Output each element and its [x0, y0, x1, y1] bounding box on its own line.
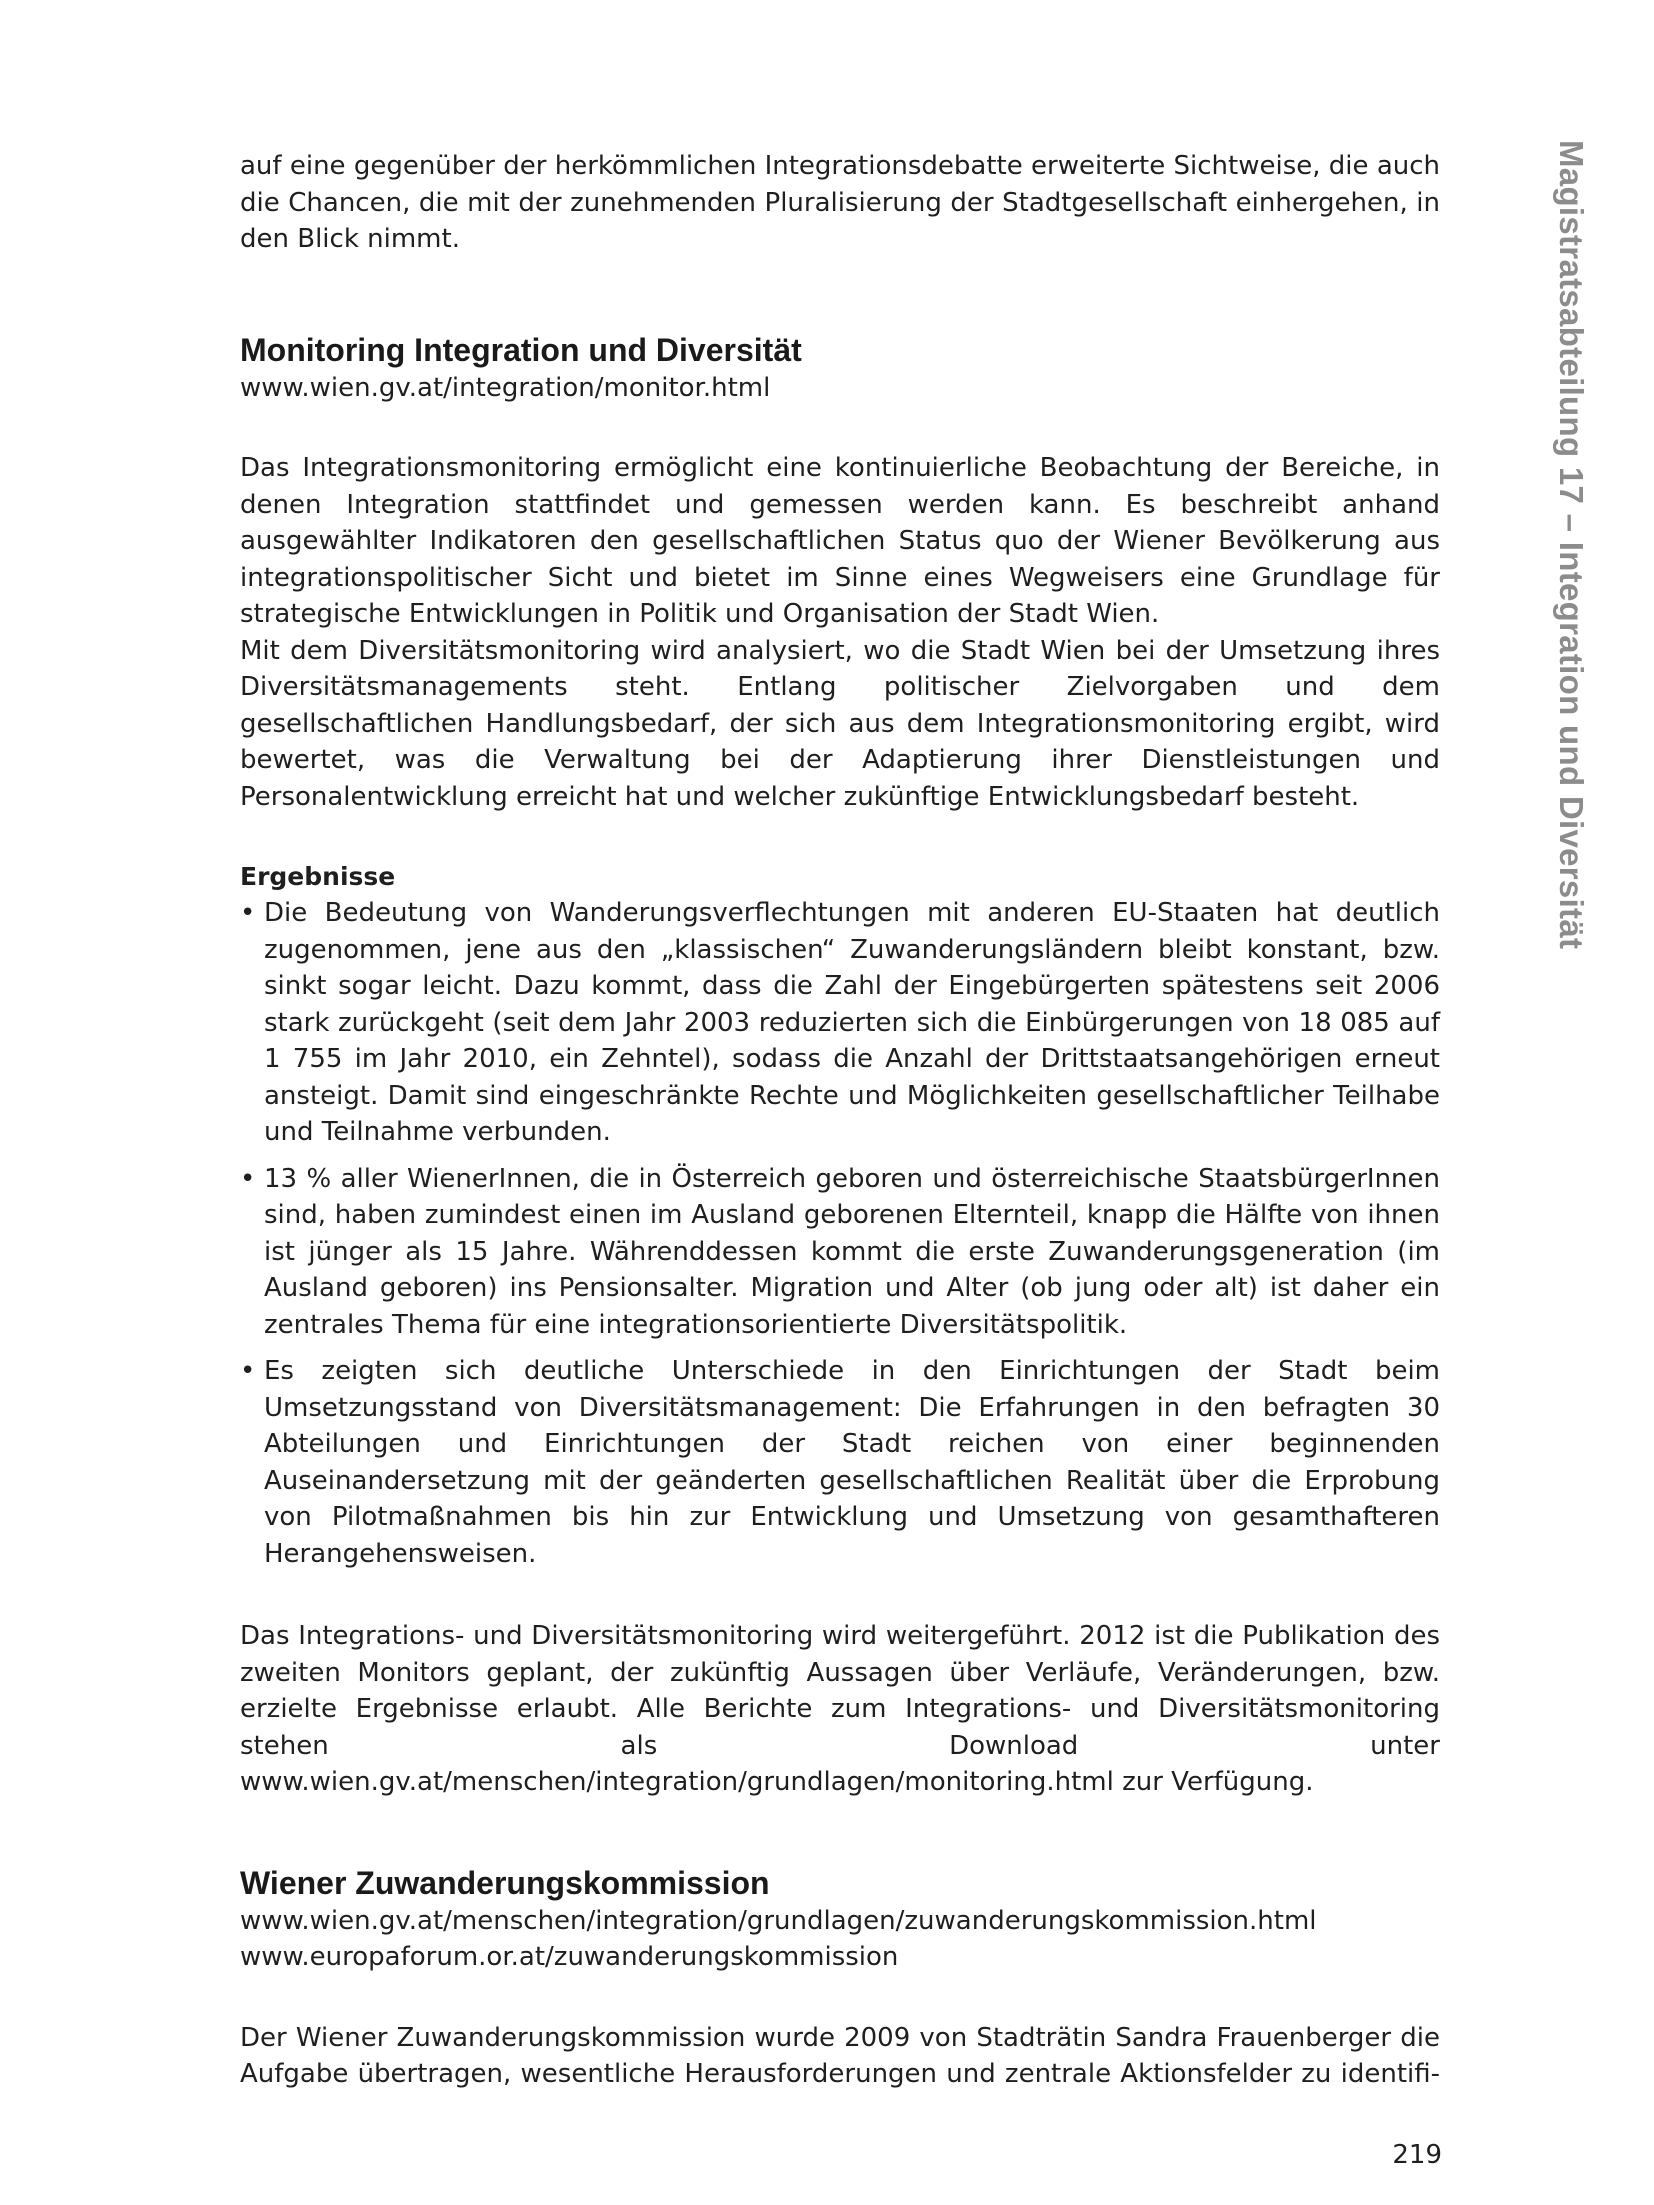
results-list: [240, 895, 1440, 1572]
list-item: [240, 1353, 1440, 1572]
results-heading: Ergebnisse: [240, 862, 396, 891]
intro-paragraph: [240, 148, 1440, 258]
monitoring-url[interactable]: www.wien.gv.at/integration/monitor.html: [240, 372, 771, 403]
list-item: [240, 1161, 1440, 1344]
section-title-commission: Wiener Zuwanderungskommission: [240, 1864, 770, 1901]
commission-paragraph: [240, 2020, 1440, 2093]
intro-line: den Blick nimmt.: [240, 224, 460, 254]
page-content: [240, 148, 1440, 2093]
monitoring-paragraph-2: Mit dem Diversitätsmonitoring wird analysiert, wo die Stadt Wien bei der Umsetzung ihres Diversitätsmanagements steht. Entlang politischer Zielvorgaben und dem gesellschaftlichen Handlungsbedarf, der sich aus dem Integrationsmonitoring ergibt, wird bewertet, was die Verwaltung bei der Adaptierung ihrer Dienstleistungen und Personalentwicklung erreicht hat und welcher zukünftige Entwicklungsbedarf besteht.: [240, 635, 1440, 812]
intro-line: auf eine gegenüber der herkömmlichen Integrationsdebatte erweiterte Sichtweise, die auch: [240, 151, 1440, 181]
monitoring-closing-paragraph: Das Integrations- und Diversitätsmonitoring wird weitergeführt. 2012 ist die Publikation des zweiten Monitors geplant, der zukünftig Aussagen über Verläufe, Veränderungen, bzw. erzielte Ergebnisse erlaubt. Alle Berichte zum Integrations- und Diversitätsmonitoring stehen als Download unter www.wien.gv.at/menschen/integration/grundlagen/monitoring.html zur Verfügung.: [240, 1621, 1440, 1797]
page-number: 219: [1392, 2140, 1442, 2170]
list-item: [240, 895, 1440, 1151]
result-text: • 13 % aller WienerInnen, die in Österreich geboren und österreichische StaatsbürgerInnen sind, haben zumindest einen im Ausland geborenen Elternteil, knapp die Hälfte von ihnen ist jünger als 15 Jahre. Währenddessen kommt die erste Zuwanderungsgeneration (im Ausland geboren) ins Pensionsalter. Migration und Alter (ob jung oder alt) ist daher ein zentrales Thema für eine integrationsorientierte Diversitätspolitik.: [264, 1163, 1440, 1340]
intro-line: die Chancen, die mit der zunehmenden Pluralisierung der Stadtgesellschaft einhergehen, in: [240, 187, 1440, 218]
result-text: • Die Bedeutung von Wanderungsverflechtungen mit anderen EU-Staaten hat deutlich zugenommen, jene aus den „klassischen“ Zuwanderungsländern bleibt konstant, bzw. sinkt sogar leicht. Dazu kommt, dass die Zahl der Eingebürgerten spätestens seit 2006 stark zurückgeht (seit dem Jahr 2003 reduzierten sich die Einbürgerungen von 18 085 auf 1 755 im Jahr 2010, ein Zehntel), sodass die Anzahl der Drittstaatsangehörigen erneut ansteigt. Damit sind eingeschränkte Rechte und Möglichkeiten gesellschaftlicher Teilhabe und Teilnahme verbunden.: [264, 898, 1440, 1147]
commission-url-europaforum[interactable]: www.europaforum.or.at/zuwanderungskommission: [240, 1942, 899, 1972]
result-text: • Es zeigten sich deutliche Unterschiede in den Einrichtungen der Stadt beim Umsetzungsstand von Diversitätsmanagement: Die Erfahrungen in den befragten 30 Abteilungen und Einrichtungen der Stadt reichen von einer beginnenden Auseinandersetzung mit der geänderten gesellschaftlichen Realität über die Erprobung von Pilotmaßnahmen bis hin zur Entwicklung und Umsetzung von gesamthafteren Herangehensweisen.: [264, 1356, 1440, 1569]
commission-paragraph-text: Der Wiener Zuwanderungskommission wurde 2009 von Stadträtin Sandra Frauenberger die Aufgabe übertragen, wesentliche Herausforderungen und zentrale Aktionsfelder zu identifi-: [240, 2022, 1440, 2089]
monitoring-paragraph-1: Das Integrationsmonitoring ermöglicht eine kontinuierliche Beobachtung der Bereiche, in denen Integration stattfindet und gemessen werden kann. Es beschreibt anhand ausgewählter Indikatoren den gesellschaftlichen Status quo der Wiener Bevölkerung aus integrationspolitischer Sicht und bietet im Sinne eines Wegweisers eine Grundlage für strategische Entwicklungen in Politik und Organisation der Stadt Wien.: [240, 453, 1440, 629]
running-chapter-title: Magistratsabteilung 17 – Integration und Diversität: [1553, 140, 1590, 950]
commission-url-wien[interactable]: www.wien.gv.at/menschen/integration/grundlagen/zuwanderungskommission.html: [240, 1905, 1317, 1936]
section-title-monitoring: Monitoring Integration und Diversität: [240, 331, 802, 368]
